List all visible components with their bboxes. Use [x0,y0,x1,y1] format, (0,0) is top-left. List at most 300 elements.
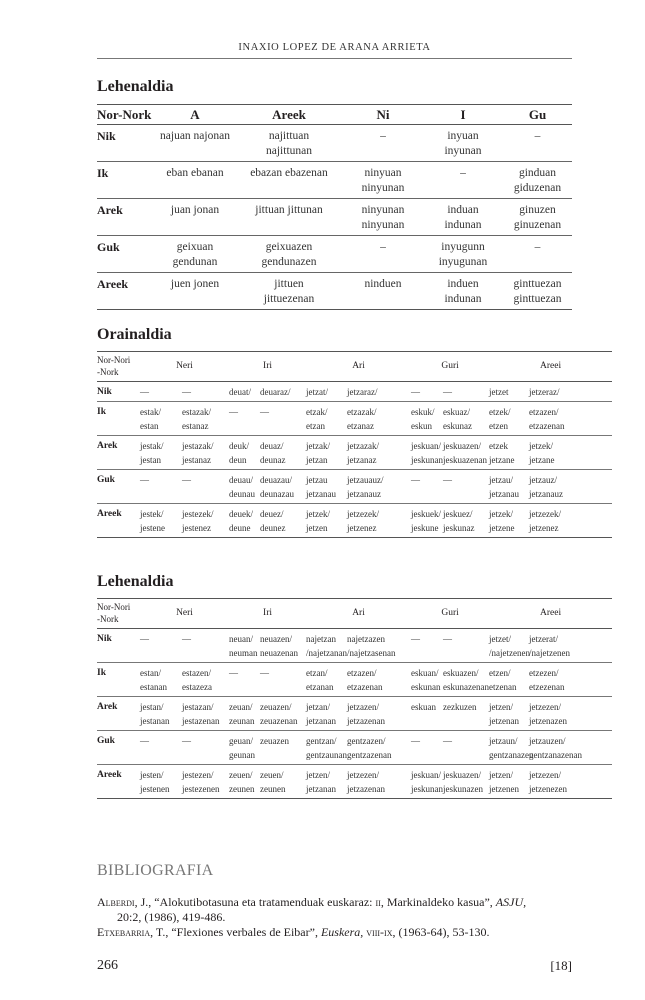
cell-line: jetzanau [489,489,520,499]
cell-line: jetzek/ [306,509,331,519]
table-cell [155,125,235,162]
cell-line: jestanan [140,716,170,726]
cell-line: jetzat/ [306,387,329,397]
cell-line: najetzazen [347,634,385,644]
cell-line: neuazen/ [260,634,292,644]
table-cell [306,663,347,697]
cell-line: jetzezen/ [529,770,562,780]
cell-line: deuaraz/ [260,387,291,397]
cell-line: ninyunan [361,219,405,231]
table-cell [411,663,443,697]
table-cell [235,125,343,162]
cell-line: jetzazenan [347,716,385,726]
bibliography-entry [97,925,575,940]
cell-line: jetzazenan [347,784,385,794]
table-cell [503,236,572,273]
table-row [97,273,572,310]
cell-line: najittuan [268,130,310,142]
table-cell [140,504,182,538]
table-cell [411,731,443,765]
cell-line: zeuazenan [260,716,298,726]
cell-line: estazeza [182,682,212,692]
bib-author-initials: , T., [150,925,172,939]
cell-line: jeskuan/ [411,770,442,780]
table-orainaldia-nor-nori-nork [97,351,612,538]
cell-line: jetzezen/ [347,770,379,780]
cell-line: etzenan [489,682,517,692]
cell-line: jestazan/ [182,702,214,712]
table-cell [529,402,612,436]
cell-line: eskunazenan [443,682,490,692]
table-cell [503,162,572,199]
cell-line: — [229,668,239,678]
cell-line: /najetzenen [489,648,531,658]
cell-line: deuk/ [229,441,250,451]
cell-line: jetzek/ [529,441,554,451]
cell-line: eskuan [411,702,437,712]
cell-line: jetzenen [489,784,520,794]
cell-line: eskuk/ [411,407,435,417]
bib-journal: ASJU, [495,895,527,909]
row-header: Ik [97,166,109,180]
table-cell [343,162,423,199]
table-cell [182,504,229,538]
row-header: Guk [97,475,115,485]
cell-line: jestenez [182,523,211,533]
table-cell [140,697,182,731]
cell-line: — [260,668,270,678]
running-head: INAXIO LOPEZ DE ARANA ARRIETA [238,42,431,53]
cell-line: jeskuan/ [411,441,442,451]
cell-line: ninyuan [364,167,402,179]
cell-line: jetzan/ [306,702,331,712]
cell-line: jesten/ [140,770,164,780]
cell-line: jestan [140,455,161,465]
cell-line: — [140,634,149,644]
cell-line: /najetzasenan [347,648,396,658]
page-bracket-number: [18] [550,958,572,973]
table-cell [306,470,347,504]
cell-line: deunazau [260,489,294,499]
column-group-header: Iri [263,360,272,371]
table-cell [443,382,489,402]
cell-line: etzazen/ [529,407,559,417]
table-cell [260,663,306,697]
cell-line: jetzen/ [489,702,514,712]
cell-line: jestek/ [140,509,164,519]
table-cell [423,125,503,162]
table-cell [229,470,260,504]
cell-line: jetzanan [306,716,336,726]
cell-line: geixuan [176,241,214,253]
cell-line: etzazenan [529,421,565,431]
table-cell [443,470,489,504]
cell-line: jetzanau [306,489,336,499]
table-cell [489,504,529,538]
cell-line: najuan najonan [160,130,230,142]
table-cell [235,162,343,199]
table-cell [260,402,306,436]
cell-line: eskuazen/ [443,668,479,678]
table-cell [306,436,347,470]
bib-volume-roman: viii-ix [363,925,393,939]
cell-line: jetzeraz/ [529,387,560,397]
row-header: Ik [97,668,106,678]
column-header: Nor-Nork [97,107,152,122]
table-cell [260,436,306,470]
table-cell [529,765,612,799]
table-cell [347,402,411,436]
cell-line: jeskuek/ [411,509,442,519]
table-row [97,199,572,236]
cell-line: zeunen [229,784,255,794]
table-row [97,629,612,663]
cell-line: jeskunazen [443,784,484,794]
table-cell [229,731,260,765]
table-cell [411,382,443,402]
table-cell [229,382,260,402]
table-lehenaldia-nor-nori-nork [97,598,612,799]
cell-line: estan/ [140,668,161,678]
column-header-nor-nori-nork [97,599,140,629]
table-cell [229,629,260,663]
cell-line: jetzau/ [489,475,514,485]
cell-line: deune [229,523,251,533]
cell-line: eskuaz/ [443,407,471,417]
table-row [97,470,612,504]
column-group-header: Neri [176,607,193,618]
table-cell [411,504,443,538]
bib-pages: , (1963-64), 53-130. [392,925,490,939]
cell-line: jetzezen/ [529,702,562,712]
table-cell [140,765,182,799]
table-cell [411,697,443,731]
cell-line: zeuan/ [229,702,253,712]
cell-line: jetzanan [306,784,336,794]
table-cell [343,273,423,310]
cell-line: jestak/ [140,441,164,451]
cell-line: — [182,634,191,644]
table-cell [443,663,489,697]
table-cell [489,663,529,697]
cell-line: gentzaunan [306,750,347,760]
cell-line: ginttuezan [513,293,562,305]
cell-line: deunaz [260,455,286,465]
cell-line: etzek [489,441,509,451]
cell-line: — [182,387,191,397]
section-title-lehenaldia-1: Lehenaldia [97,78,174,95]
cell-line: juan jonan [170,204,220,216]
cell-line: deuek/ [229,509,254,519]
cell-line: jetzezek/ [529,509,562,519]
table-cell [140,402,182,436]
table-cell [229,765,260,799]
cell-line: eskunaz [443,421,473,431]
table-cell [423,199,503,236]
cell-line: giduzenan [513,182,562,194]
table-header-row [97,599,612,629]
cell-line: geuan/ [229,736,254,746]
table-cell [260,382,306,402]
cell-line: jetzau [306,475,328,485]
table-row [97,382,612,402]
cell-line: etzanan [306,682,334,692]
cell-line: gentzanazen [489,750,534,760]
table-cell [260,697,306,731]
table-cell [140,382,182,402]
table-cell [503,125,572,162]
cell-line: jeskunaz [443,523,475,533]
table-cell [347,470,411,504]
cell-line: indunan [444,293,482,305]
row-header: Arek [97,203,123,217]
cell-line: /najetzenen [529,648,571,658]
bib-title: “Alokutibotasuna eta tratamenduak euskaraz: [154,895,376,909]
header-line: Nor-Nori [97,602,131,612]
bib-title-end: , Markinaldeko kasua”, [380,895,496,909]
table-cell [443,629,489,663]
cell-line: geunan [229,750,256,760]
column-group-header: Guri [441,360,459,371]
bib-volume-roman: ii [375,895,381,909]
table-cell [347,629,411,663]
cell-line: jetzenez [347,523,377,533]
table-row [97,731,612,765]
cell-line: deuau/ [229,475,254,485]
table-row [97,504,612,538]
cell-line: zeunan [229,716,255,726]
cell-line: jetzen [306,523,328,533]
table-cell [306,765,347,799]
cell-line: jetzaun/ [489,736,518,746]
table-cell [229,436,260,470]
cell-line: jetzazak/ [347,441,379,451]
table-cell [443,402,489,436]
table-row [97,765,612,799]
cell-line: jittuan jittunan [255,204,323,216]
cell-line: etzezenan [529,682,565,692]
table-cell [140,629,182,663]
cell-line: jetzet [489,387,509,397]
table-cell [529,629,612,663]
bib-author-initials: , J., [134,895,155,909]
cell-line: najetzan [306,634,336,644]
table-cell [423,273,503,310]
table-cell [140,470,182,504]
cell-line: estan [140,421,159,431]
table-cell [306,382,347,402]
column-group-header: Areei [540,360,562,371]
table-cell [140,436,182,470]
cell-line: – [534,130,541,142]
header-line: Nor-Nori [97,355,131,365]
cell-line: gentzanazenan [529,750,583,760]
bib-title: “Flexiones verbales de Eibar”, [171,925,321,939]
cell-line: estanaz [182,421,209,431]
bibliography-title: BIBLIOGRAFIA [97,862,214,879]
cell-line: etzanaz [347,421,374,431]
table-cell [411,402,443,436]
cell-line: jittuezenan [263,293,315,305]
cell-line: ginttuezan [513,278,562,290]
table-cell [529,382,612,402]
table-cell [155,273,235,310]
cell-line: — [443,387,453,397]
cell-line: jetzauauz/ [347,475,384,485]
cell-line: etzezen/ [529,668,559,678]
table-cell [229,697,260,731]
table-cell [423,162,503,199]
cell-line: neuazenan [260,648,298,658]
cell-line: inyunan [444,145,482,157]
cell-line: — [140,475,149,485]
column-group-header: Areei [540,607,562,618]
cell-line: jeskuazenan [443,455,488,465]
cell-line: deunez [260,523,286,533]
table-cell [260,731,306,765]
table-cell [347,436,411,470]
column-header: Gu [528,107,547,122]
bib-author: Etxebarria [97,925,151,939]
cell-line: jetzanaz [347,455,377,465]
table-cell [235,273,343,310]
cell-line: ninduen [364,278,402,290]
cell-line: etzazak/ [347,407,377,417]
cell-line: geixuazen [265,241,313,253]
table-cell [306,504,347,538]
table-cell [529,697,612,731]
cell-line: jetzek/ [489,509,514,519]
row-header: Arek [97,441,118,451]
cell-line: zeuazen/ [260,702,292,712]
table-cell [343,125,423,162]
table-cell [443,504,489,538]
cell-line: inyuan [447,130,479,142]
table-cell [411,765,443,799]
table-cell [235,199,343,236]
table-cell [182,765,229,799]
cell-line: etzan [306,421,325,431]
cell-line: inyugunan [438,256,488,268]
cell-line: jetzen/ [306,770,331,780]
cell-line: — [443,634,453,644]
cell-line: estak/ [140,407,161,417]
header-line: -Nork [97,367,119,377]
row-header: Areek [97,509,122,519]
cell-line: estanan [140,682,167,692]
table-cell [347,731,411,765]
cell-line: jetzenezen [529,784,568,794]
header-line: -Nork [97,614,119,624]
table-cell [529,436,612,470]
cell-line: jeskunan [411,455,444,465]
column-header: A [190,107,200,122]
cell-line: inyugunn [441,241,485,253]
cell-line: jeskunan [411,784,444,794]
cell-line: eskun [411,421,433,431]
cell-line: jetzenez [529,523,559,533]
table-cell [260,629,306,663]
cell-line: – [534,241,541,253]
cell-line: — [411,634,421,644]
table-cell [489,470,529,504]
cell-line: deuat/ [229,387,252,397]
cell-line: etzen [489,421,509,431]
cell-line: — [411,736,421,746]
row-header: Arek [97,702,118,712]
cell-line: jetzene [489,523,515,533]
cell-line: ninyunan [361,204,405,216]
cell-line: jetzenan [489,716,520,726]
row-header: Ik [97,407,106,417]
table-cell [489,697,529,731]
table-cell [182,731,229,765]
cell-line: — [229,407,239,417]
cell-line: jetzauzen/ [529,736,566,746]
column-header: Ni [376,107,390,122]
table-cell [182,402,229,436]
bib-continuation: 20:2, (1986), 419-486. [117,910,226,924]
cell-line: — [411,387,421,397]
cell-line: etzek/ [489,407,511,417]
table-cell [306,731,347,765]
cell-line: – [380,241,386,253]
column-group-header: Iri [263,607,272,618]
table-cell [347,382,411,402]
row-header: Guk [97,736,115,746]
table-cell [529,731,612,765]
row-header: Guk [97,240,120,254]
cell-line: ginduan [518,167,557,179]
cell-line: jestazak/ [182,441,214,451]
table-row [97,697,612,731]
cell-line: zezkuzen [443,702,477,712]
cell-line: /najetzanan [306,648,347,658]
cell-line: jestezenen [182,784,220,794]
cell-line: – [380,130,386,142]
table-row [97,402,612,436]
cell-line: — [140,736,149,746]
cell-line: jetzerat/ [529,634,559,644]
column-header-nor-nori-nork [97,352,140,382]
cell-line: jestan/ [140,702,164,712]
table-cell [306,697,347,731]
table-cell [182,629,229,663]
cell-line: jeskuez/ [443,509,473,519]
cell-line: zeunen [260,784,286,794]
cell-line: jeskuazen/ [443,441,482,451]
cell-line: jestezek/ [182,509,214,519]
cell-line: jetzenazen [529,716,568,726]
cell-line: zeuen/ [260,770,284,780]
cell-line: jestazenan [182,716,220,726]
page-number: 266 [97,958,118,973]
table-cell [489,731,534,765]
column-header: Areek [272,107,306,122]
table-cell [503,199,572,236]
table-cell [411,629,443,663]
cell-line: eskuan/ [411,668,439,678]
cell-line: etzazen/ [347,668,377,678]
cell-line: etzazenan [347,682,383,692]
cell-line: jetzane [529,455,555,465]
table-header-row [97,105,572,125]
table-cell [182,436,229,470]
cell-line: ginuzenan [513,219,562,231]
cell-line: gentzazen/ [347,736,386,746]
table-cell [347,697,411,731]
section-title-lehenaldia-2: Lehenaldia [97,573,174,590]
